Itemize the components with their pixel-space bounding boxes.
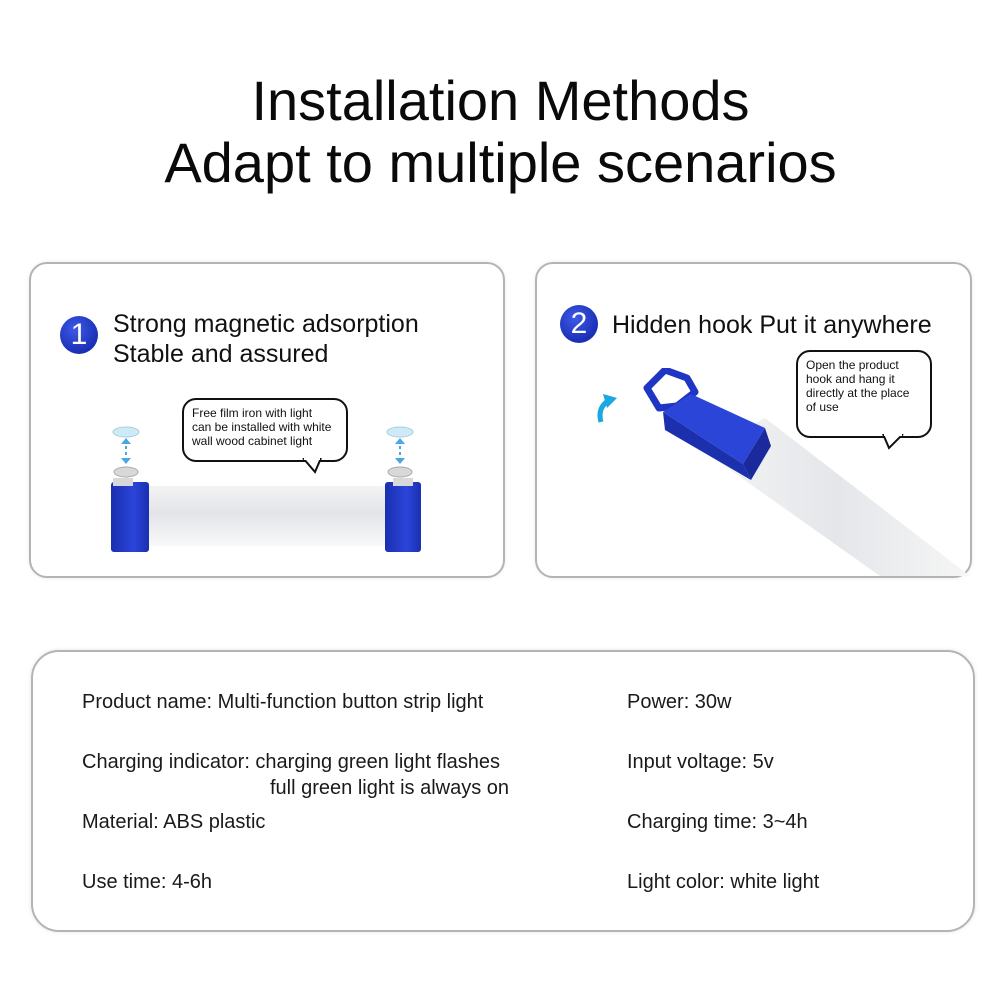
spec-power: Power: 30w [627,691,732,713]
note-line: can be installed with white [192,420,332,434]
spec-charging-indicator: Charging indicator: charging green light flashes [82,751,501,773]
spec-charging-indicator-cont: full green light is always on [270,777,510,799]
note-line: of use [806,400,839,414]
note-line: directly at the place [806,386,910,400]
method-title-line1: Strong magnetic adsorption [113,310,419,338]
spec-use-time: Use time: 4-6h [82,871,213,893]
page-subtitle: Adapt to multiple scenarios [164,131,837,194]
method-card-hook [535,262,972,578]
hook-light-image [625,368,970,576]
spec-light-color: Light color: white light [627,871,820,893]
bubble-tail-icon [301,458,331,474]
rotate-arrow-icon [595,392,619,424]
page-title: Installation Methods [251,69,750,132]
step-number-badge: 2 [560,305,598,343]
note-line: Open the product [806,358,899,372]
magnet-disc-right-icon [385,424,415,484]
strip-light-image [109,478,421,556]
spec-material: Material: ABS plastic [82,811,266,833]
spec-input-voltage: Input voltage: 5v [627,751,774,773]
specifications-panel [31,650,975,932]
spec-charging-time: Charging time: 3~4h [627,811,808,833]
magnet-disc-left-icon [111,424,141,484]
method-card-magnetic [29,262,505,578]
method-title: Hidden hook Put it anywhere [612,311,932,339]
method-title-line2: Stable and assured [113,340,329,368]
note-bubble [182,398,348,462]
spec-product-name: Product name: Multi-function button strip light [82,691,484,713]
note-line: wall wood cabinet light [192,434,313,448]
step-number-badge: 1 [60,316,98,354]
note-line: hook and hang it [806,372,895,386]
note-line: Free film iron with light [192,406,313,420]
